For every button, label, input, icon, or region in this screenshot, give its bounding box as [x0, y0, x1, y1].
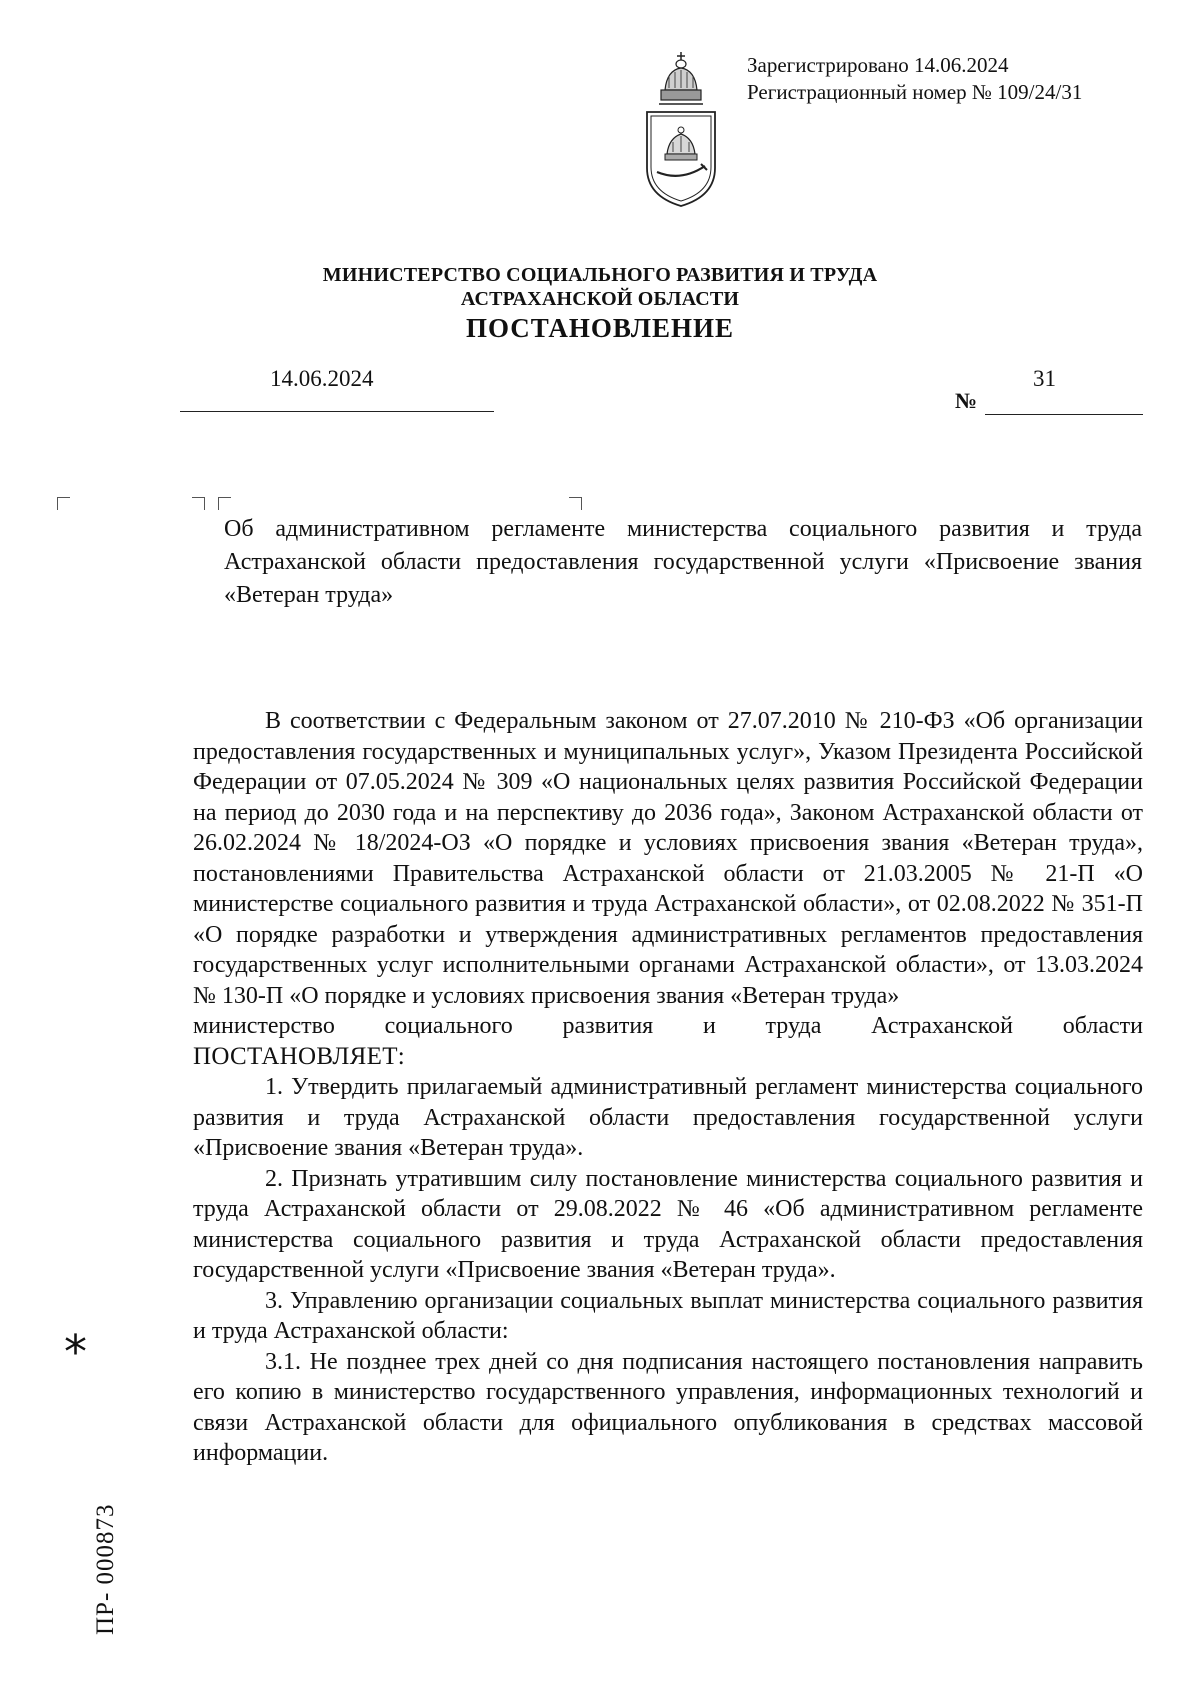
- registration-number: Регистрационный номер № 109/24/31: [747, 80, 1083, 104]
- margin-asterisk: *: [64, 1325, 87, 1379]
- document-type-title: ПОСТАНОВЛЕНИЕ: [465, 313, 735, 343]
- item-3-1-paragraph: 3.1. Не позднее трех дней со дня подписания настоящего постановления направить его копию в министерство государственного управления, информационных технологий и связи Астраханской области для официального опубликования в средствах массовой информации.: [193, 1348, 1143, 1466]
- ministry-name-line1: МИНИСТЕРСТВО СОЦИАЛЬНОГО РАЗВИТИЯ И ТРУДА: [322, 264, 878, 286]
- document-subject: [224, 513, 1142, 612]
- item-1-paragraph: 1. Утвердить прилагаемый административный регламент министерства социального развития и труда Астраханской области предоставления государственной услуги «Присвоение звания «Ветеран труда».: [193, 1074, 1143, 1161]
- item-3-paragraph: 3. Управлению организации социальных выплат министерства социального развития и труда Астраханской области:: [193, 1287, 1143, 1344]
- corner-mark: [569, 497, 582, 510]
- number-sign: №: [955, 388, 978, 413]
- coat-of-arms-emblem: [643, 50, 719, 210]
- issuer-paragraph: министерство социального развития и труда Астраханской области: [193, 1013, 1143, 1039]
- registration-stamp: [747, 52, 1082, 106]
- number-underline: [985, 414, 1143, 415]
- decree-word: ПОСТАНОВЛЯЕТ:: [193, 1042, 406, 1070]
- registration-date: Зарегистрировано 14.06.2024: [747, 53, 1009, 77]
- corner-mark: [57, 497, 70, 510]
- side-document-id: ПР- 000873: [92, 1503, 119, 1635]
- corner-mark: [192, 497, 205, 510]
- ministry-name-line2: АСТРАХАНСКОЙ ОБЛАСТИ: [460, 288, 740, 310]
- document-date: 14.06.2024: [270, 366, 374, 391]
- corner-mark: [218, 497, 231, 510]
- preamble-paragraph: В соответствии с Федеральным законом от 27.07.2010 № 210-ФЗ «Об организации предоставления государственных и муниципальных услуг», Указом Президента Российской Федерации от 07.05.2024 № 309 «О национальных целях развития Российской Федерации на период до 2030 года и на перспективу до 2036 года», Законом Астраханской области от 26.02.2024 № 18/2024-ОЗ «О порядке и условиях присвоения звания «Ветеран труда», постановлениями Правительства Астраханской области от 21.03.2005 № 21-П «О министерстве социального развития и труда Астраханской области», от 02.08.2022 № 351-П «О порядке разработки и утверждения административных регламентов предоставления государственных услуг исполнительными органами Астраханской области», от 13.03.2024 № 130-П «О порядке и условиях присвоения звания «Ветеран труда»: [193, 708, 1143, 1009]
- date-underline: [180, 411, 494, 412]
- document-body: [193, 706, 1143, 1469]
- item-2-paragraph: 2. Признать утратившим силу постановление министерства социального развития и труда Астраханской области от 29.08.2022 № 46 «Об административном регламенте министерства социального развития и труда Астраханской области предоставления государственной услуги «Присвоение звания «Ветеран труда».: [193, 1165, 1143, 1283]
- subject-text: Об административном регламенте министерства социального развития и труда Астраханской области предоставления государственной услуги «Присвоение звания «Ветеран труда»: [224, 516, 1142, 608]
- document-number: 31: [1033, 366, 1056, 391]
